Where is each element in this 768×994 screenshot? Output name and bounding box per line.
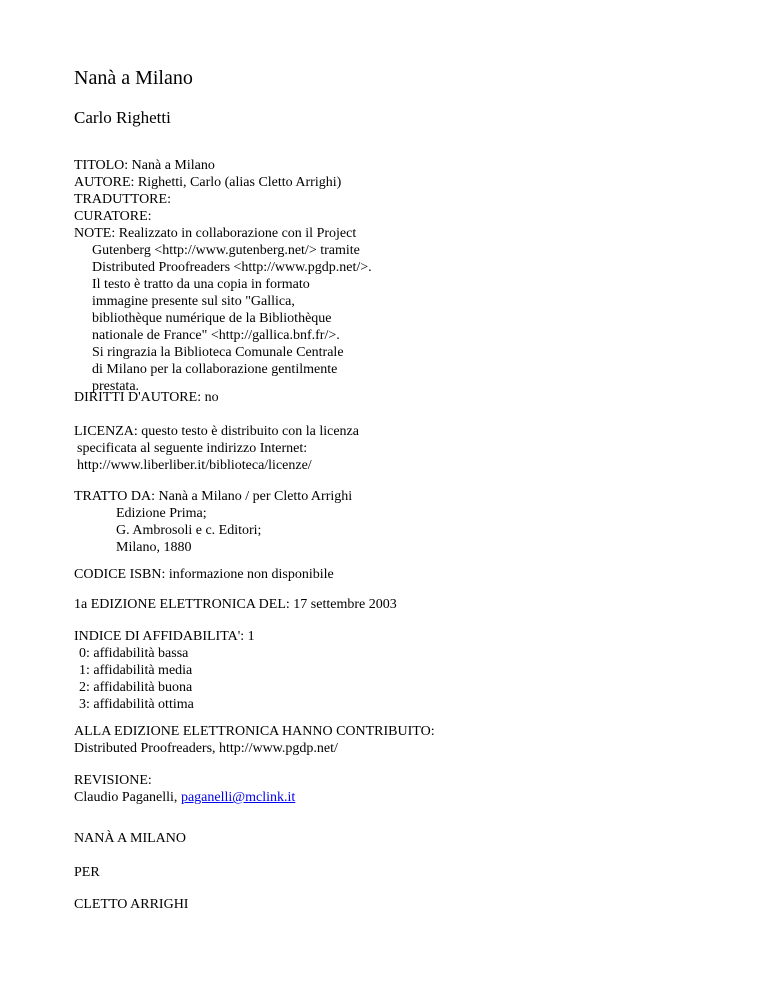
note-line: immagine presente sul sito "Gallica, — [92, 294, 295, 309]
affidabilita-block — [74, 628, 255, 713]
edizione-line: 1a EDIZIONE ELETTRONICA DEL: 17 settembre 2003 — [74, 597, 397, 612]
licenza-url: http://www.liberliber.it/biblioteca/licenze/ — [77, 458, 312, 473]
affidabilita-level: 1: affidabilità media — [79, 663, 193, 678]
licenza-line: specificata al seguente indirizzo Internet: — [77, 441, 308, 456]
affidabilita-level: 3: affidabilità ottima — [79, 697, 194, 712]
note-line: di Milano per la collaborazione gentilmente — [92, 362, 338, 377]
tratto-da-line: Milano, 1880 — [116, 540, 192, 555]
note-line: Gutenberg <http://www.gutenberg.net/> tramite — [92, 243, 360, 258]
note-line: prestata. — [92, 379, 140, 394]
metadata-block — [74, 157, 372, 395]
book-title-heading: NANÀ A MILANO — [74, 831, 186, 846]
licenza-first: LICENZA: questo testo è distribuito con la licenza — [74, 424, 359, 439]
per-heading: PER — [74, 865, 100, 880]
contributi-heading: ALLA EDIZIONE ELETTRONICA HANNO CONTRIBUITO: — [74, 724, 435, 739]
contributi-block — [74, 723, 435, 757]
licenza-block — [74, 423, 359, 474]
note-line: Si ringrazia la Biblioteca Comunale Centrale — [92, 345, 344, 360]
affidabilita-level: 2: affidabilità buona — [79, 680, 193, 695]
note-line: bibliothèque numérique de la Bibliothèque — [92, 311, 332, 326]
metadata-note: NOTE: Realizzato in collaborazione con il Project — [74, 226, 357, 241]
metadata-autore: AUTORE: Righetti, Carlo (alias Cletto Arrighi) — [74, 175, 342, 190]
contributi-value: Distributed Proofreaders, http://www.pgdp.net/ — [74, 741, 338, 756]
tratto-da-line: G. Ambrosoli e c. Editori; — [116, 523, 262, 538]
tratto-da-first: TRATTO DA: Nanà a Milano / per Cletto Arrighi — [74, 489, 353, 504]
tratto-da-block — [74, 488, 352, 556]
affidabilita-first: INDICE DI AFFIDABILITA': 1 — [74, 629, 255, 644]
revisione-name: Claudio Paganelli, — [74, 790, 181, 805]
note-line: Il testo è tratto da una copia in formato — [92, 277, 310, 292]
pen-name-heading: CLETTO ARRIGHI — [74, 897, 189, 912]
note-line: nationale de France" <http://gallica.bnf.fr/>. — [92, 328, 340, 343]
document-title: Nanà a Milano — [74, 67, 193, 89]
note-line: Distributed Proofreaders <http://www.pgdp.net/>. — [92, 260, 372, 275]
revisione-block — [74, 772, 295, 806]
metadata-curatore: CURATORE: — [74, 209, 152, 224]
affidabilita-level: 0: affidabilità bassa — [79, 646, 189, 661]
isbn-line: CODICE ISBN: informazione non disponibile — [74, 567, 334, 582]
metadata-titolo: TITOLO: Nanà a Milano — [74, 158, 215, 173]
metadata-traduttore: TRADUTTORE: — [74, 192, 171, 207]
tratto-da-line: Edizione Prima; — [116, 506, 207, 521]
revisione-heading: REVISIONE: — [74, 773, 152, 788]
revisione-email-link[interactable]: paganelli@mclink.it — [180, 790, 296, 805]
diritti-line: DIRITTI D'AUTORE: no — [74, 390, 219, 405]
document-author: Carlo Righetti — [74, 108, 171, 127]
